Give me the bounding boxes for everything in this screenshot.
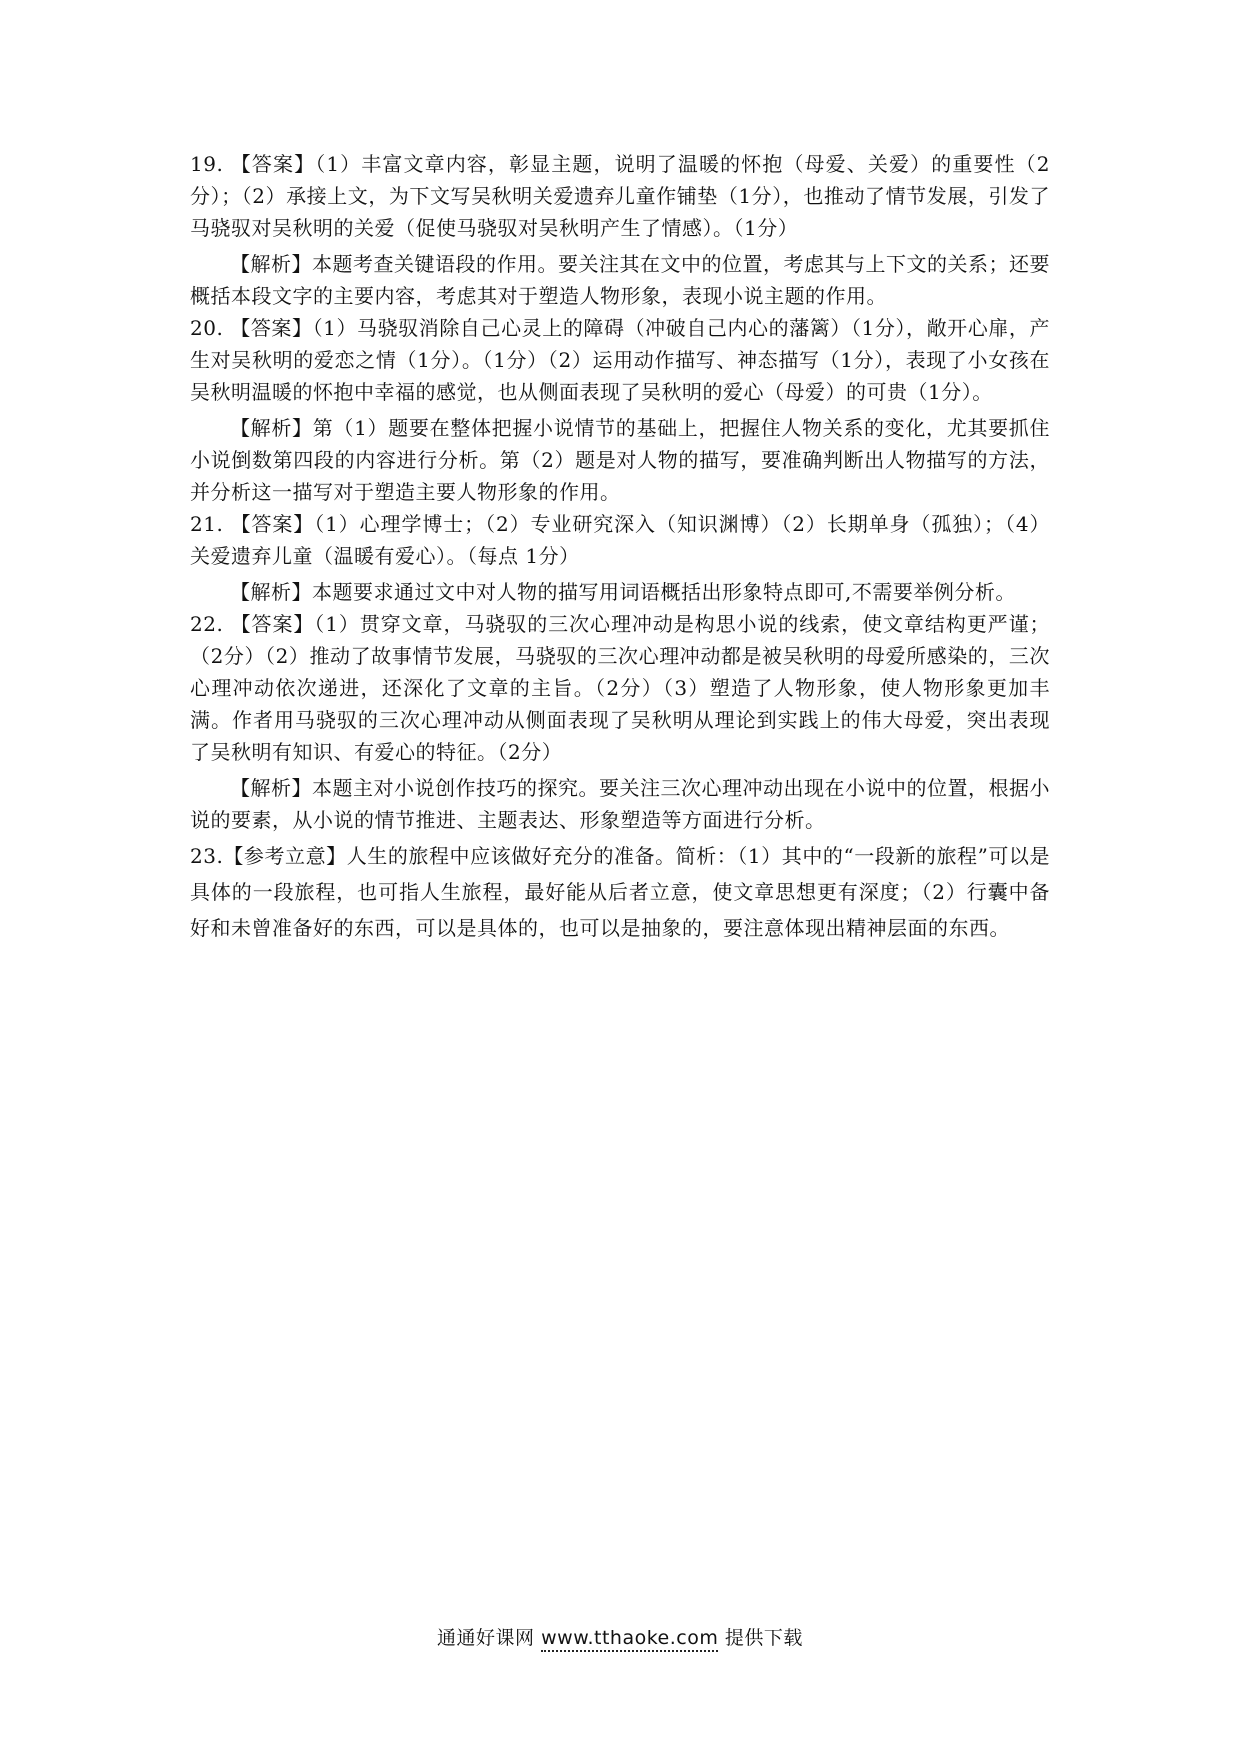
analysis-20: 【解析】第（1）题要在整体把握小说情节的基础上，把握住人物关系的变化，尤其要抓住小说倒数第四段的内容进行分析。第（2）题是对人物的描写，要准确判断出人物描写的方法，并分析这一描写对于塑造主要人物形象的作用。: [190, 416, 1050, 504]
answer-21: 21. 【答案】（1）心理学博士；（2）专业研究深入（知识渊博）（2）长期单身（孤独）；（4）关爱遗弃儿童（温暖有爱心）。（每点 1分）: [190, 512, 1050, 568]
footer-suffix: 提供下载: [724, 1627, 803, 1649]
answer-content: [190, 148, 1050, 946]
footer-url-link[interactable]: www.tthaoke.com: [541, 1627, 718, 1652]
page-footer: [0, 1623, 1240, 1650]
footer-site-name: 通通好课网: [437, 1627, 535, 1649]
answer-23: 23.【参考立意】人生的旅程中应该做好充分的准备。简析：（1）其中的“一段新的旅程”可以是具体的一段旅程，也可指人生旅程，最好能从后者立意，使文章思想更有深度；（2）行囊中备好和未曾准备好的东西，可以是具体的，也可以是抽象的，要注意体现出精神层面的东西。: [190, 844, 1050, 940]
analysis-21: 【解析】本题要求通过文中对人物的描写用词语概括出形象特点即可,不需要举例分析。: [230, 580, 1016, 604]
answer-20: 20. 【答案】（1）马骁驭消除自己心灵上的障碍（冲破自己内心的藩篱）（1分），敞开心扉，产生对吴秋明的爱恋之情（1分）。（1分）（2）运用动作描写、神态描写（1分），表现了小女孩在吴秋明温暖的怀抱中幸福的感觉，也从侧面表现了吴秋明的爱心（母爱）的可贵（1分）。: [190, 316, 1050, 404]
analysis-19: 【解析】本题考查关键语段的作用。要关注其在文中的位置，考虑其与上下文的关系；还要概括本段文字的主要内容，考虑其对于塑造人物形象，表现小说主题的作用。: [190, 252, 1050, 308]
analysis-22: 【解析】本题主对小说创作技巧的探究。要关注三次心理冲动出现在小说中的位置，根据小说的要素，从小说的情节推进、主题表达、形象塑造等方面进行分析。: [190, 776, 1050, 832]
answer-19: 19. 【答案】（1）丰富文章内容，彰显主题，说明了温暖的怀抱（母爱、关爱）的重要性（2分）；（2）承接上文，为下文写吴秋明关爱遗弃儿童作铺垫（1分），也推动了情节发展，引发了马骁驭对吴秋明的关爱（促使马骁驭对吴秋明产生了情感）。（1分）: [190, 152, 1050, 240]
answer-22: 22. 【答案】（1）贯穿文章，马骁驭的三次心理冲动是构思小说的线索，使文章结构更严谨；（2分）（2）推动了故事情节发展，马骁驭的三次心理冲动都是被吴秋明的母爱所感染的，三次心理冲动依次递进，还深化了文章的主旨。（2分）（3）塑造了人物形象，使人物形象更加丰满。作者用马骁驭的三次心理冲动从侧面表现了吴秋明从理论到实践上的伟大母爱，突出表现了吴秋明有知识、有爱心的特征。（2分）: [190, 612, 1050, 764]
